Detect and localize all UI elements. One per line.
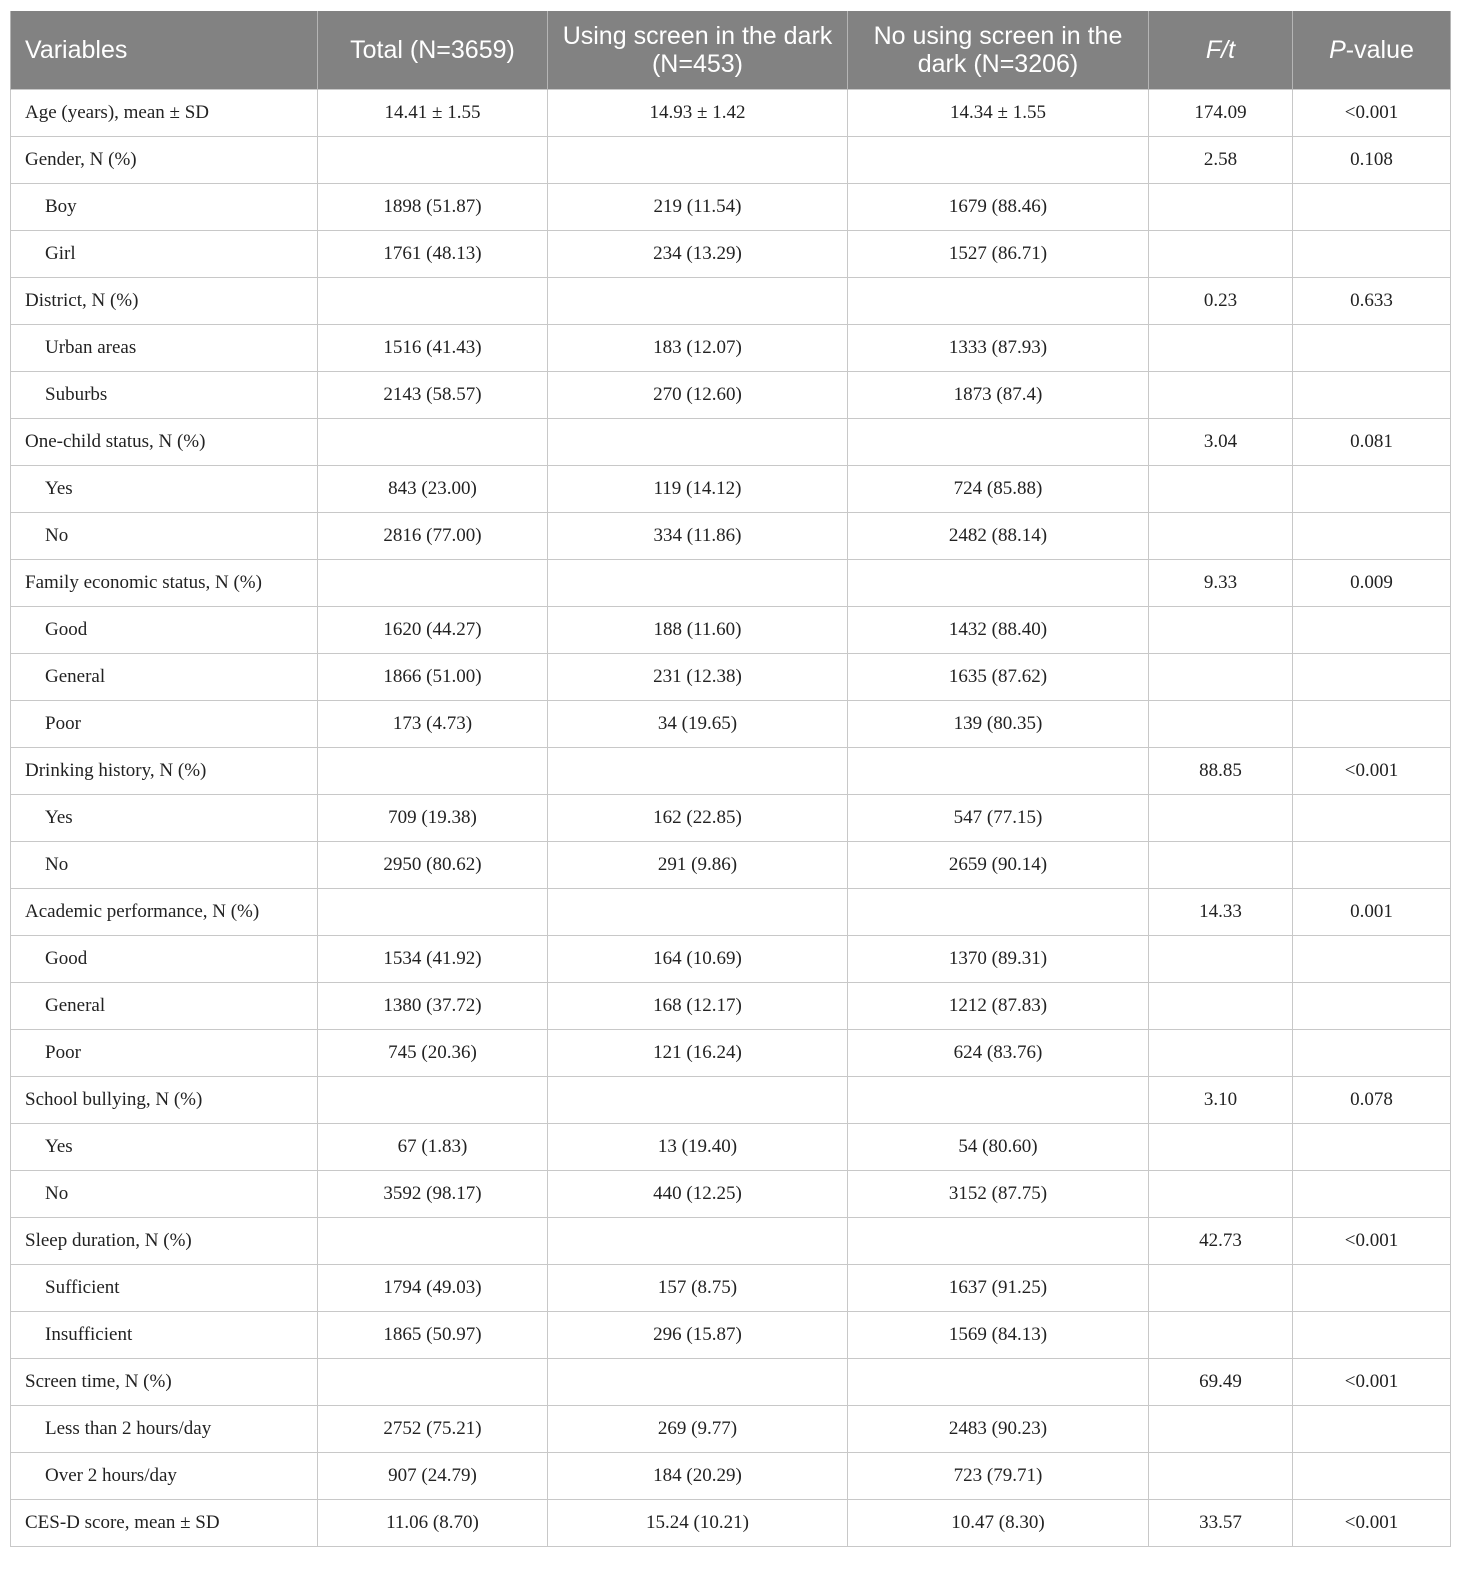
- header-p-suffix: -value: [1345, 35, 1414, 64]
- cell-f-t: 3.04: [1149, 418, 1293, 465]
- table-row: [11, 700, 1451, 747]
- cell-p-value: [1293, 982, 1451, 1029]
- cell-total: [318, 277, 548, 324]
- cell-using-screen: 234 (13.29): [548, 230, 848, 277]
- cell-total: 2950 (80.62): [318, 841, 548, 888]
- cell-total: 67 (1.83): [318, 1123, 548, 1170]
- table-row: [11, 465, 1451, 512]
- cell-variable: Poor: [11, 700, 318, 747]
- cell-p-value: 0.108: [1293, 136, 1451, 183]
- cell-no-using-screen: 723 (79.71): [848, 1452, 1149, 1499]
- cell-no-using-screen: [848, 418, 1149, 465]
- cell-p-value: [1293, 700, 1451, 747]
- cell-f-t: 0.23: [1149, 277, 1293, 324]
- table-row: [11, 653, 1451, 700]
- cell-variable: Yes: [11, 1123, 318, 1170]
- header-p-label: P: [1329, 35, 1346, 64]
- cell-variable: Good: [11, 935, 318, 982]
- table-row: [11, 982, 1451, 1029]
- cell-using-screen: 15.24 (10.21): [548, 1499, 848, 1546]
- cell-total: [318, 1217, 548, 1264]
- cell-variable: Insufficient: [11, 1311, 318, 1358]
- cell-f-t: 88.85: [1149, 747, 1293, 794]
- cell-no-using-screen: 1370 (89.31): [848, 935, 1149, 982]
- cell-p-value: [1293, 1264, 1451, 1311]
- cell-variable: Girl: [11, 230, 318, 277]
- table-row: [11, 324, 1451, 371]
- cell-f-t: [1149, 1452, 1293, 1499]
- cell-using-screen: 168 (12.17): [548, 982, 848, 1029]
- cell-no-using-screen: 1637 (91.25): [848, 1264, 1149, 1311]
- cell-no-using-screen: [848, 1076, 1149, 1123]
- table-row: [11, 512, 1451, 559]
- cell-using-screen: 164 (10.69): [548, 935, 848, 982]
- cell-no-using-screen: 1527 (86.71): [848, 230, 1149, 277]
- cell-f-t: [1149, 1264, 1293, 1311]
- cell-no-using-screen: 1569 (84.13): [848, 1311, 1149, 1358]
- table-row: [11, 136, 1451, 183]
- cell-f-t: [1149, 512, 1293, 559]
- cell-no-using-screen: 2659 (90.14): [848, 841, 1149, 888]
- cell-using-screen: 334 (11.86): [548, 512, 848, 559]
- cell-variable: Drinking history, N (%): [11, 747, 318, 794]
- cell-f-t: [1149, 606, 1293, 653]
- cell-using-screen: 219 (11.54): [548, 183, 848, 230]
- table-row: [11, 1264, 1451, 1311]
- cell-total: 173 (4.73): [318, 700, 548, 747]
- cell-f-t: 69.49: [1149, 1358, 1293, 1405]
- table-header: [11, 11, 1451, 89]
- cell-no-using-screen: 3152 (87.75): [848, 1170, 1149, 1217]
- cell-using-screen: 14.93 ± 1.42: [548, 89, 848, 136]
- cell-f-t: [1149, 371, 1293, 418]
- cell-no-using-screen: 139 (80.35): [848, 700, 1149, 747]
- table-row: [11, 559, 1451, 606]
- cell-total: [318, 1076, 548, 1123]
- table-row: [11, 606, 1451, 653]
- cell-f-t: [1149, 1311, 1293, 1358]
- cell-total: 1865 (50.97): [318, 1311, 548, 1358]
- cell-using-screen: [548, 418, 848, 465]
- cell-total: [318, 1358, 548, 1405]
- cell-no-using-screen: 10.47 (8.30): [848, 1499, 1149, 1546]
- cell-f-t: [1149, 183, 1293, 230]
- cell-using-screen: 291 (9.86): [548, 841, 848, 888]
- cell-total: 1620 (44.27): [318, 606, 548, 653]
- table-row: [11, 371, 1451, 418]
- cell-p-value: [1293, 1170, 1451, 1217]
- header-variables: Variables: [11, 11, 318, 89]
- cell-f-t: [1149, 935, 1293, 982]
- cell-p-value: [1293, 794, 1451, 841]
- cell-f-t: [1149, 1123, 1293, 1170]
- cell-p-value: [1293, 935, 1451, 982]
- cell-p-value: <0.001: [1293, 1499, 1451, 1546]
- cell-variable: Yes: [11, 465, 318, 512]
- cell-f-t: 42.73: [1149, 1217, 1293, 1264]
- cell-variable: No: [11, 1170, 318, 1217]
- cell-f-t: 9.33: [1149, 559, 1293, 606]
- cell-using-screen: 231 (12.38): [548, 653, 848, 700]
- cell-p-value: [1293, 371, 1451, 418]
- table-row: [11, 277, 1451, 324]
- cell-no-using-screen: [848, 1217, 1149, 1264]
- cell-using-screen: 296 (15.87): [548, 1311, 848, 1358]
- cell-total: 1866 (51.00): [318, 653, 548, 700]
- cell-using-screen: [548, 136, 848, 183]
- cell-f-t: 14.33: [1149, 888, 1293, 935]
- cell-no-using-screen: 54 (80.60): [848, 1123, 1149, 1170]
- table-row: [11, 1076, 1451, 1123]
- cell-variable: Over 2 hours/day: [11, 1452, 318, 1499]
- header-f-t: [1149, 11, 1293, 89]
- table-row: [11, 1452, 1451, 1499]
- cell-using-screen: 184 (20.29): [548, 1452, 848, 1499]
- cell-total: 1761 (48.13): [318, 230, 548, 277]
- cell-no-using-screen: [848, 888, 1149, 935]
- cell-f-t: [1149, 1170, 1293, 1217]
- table-row: [11, 794, 1451, 841]
- cell-no-using-screen: [848, 559, 1149, 606]
- table-row: [11, 1358, 1451, 1405]
- cell-f-t: [1149, 982, 1293, 1029]
- cell-using-screen: 121 (16.24): [548, 1029, 848, 1076]
- cell-using-screen: 269 (9.77): [548, 1405, 848, 1452]
- header-row: [11, 11, 1451, 89]
- cell-total: [318, 136, 548, 183]
- cell-total: 1516 (41.43): [318, 324, 548, 371]
- table-row: [11, 418, 1451, 465]
- header-using-screen: Using screen in the dark (N=453): [548, 11, 848, 89]
- cell-no-using-screen: 1635 (87.62): [848, 653, 1149, 700]
- cell-f-t: [1149, 1029, 1293, 1076]
- table-row: [11, 841, 1451, 888]
- cell-using-screen: [548, 277, 848, 324]
- cell-total: 745 (20.36): [318, 1029, 548, 1076]
- cell-p-value: 0.633: [1293, 277, 1451, 324]
- cell-variable: Sleep duration, N (%): [11, 1217, 318, 1264]
- cell-using-screen: 162 (22.85): [548, 794, 848, 841]
- cell-total: 907 (24.79): [318, 1452, 548, 1499]
- table-row: [11, 888, 1451, 935]
- cell-total: 709 (19.38): [318, 794, 548, 841]
- cell-using-screen: [548, 1358, 848, 1405]
- cell-using-screen: 183 (12.07): [548, 324, 848, 371]
- cell-p-value: [1293, 1452, 1451, 1499]
- cell-variable: Yes: [11, 794, 318, 841]
- cell-no-using-screen: 1212 (87.83): [848, 982, 1149, 1029]
- cell-p-value: [1293, 1029, 1451, 1076]
- cell-total: 843 (23.00): [318, 465, 548, 512]
- table-row: [11, 1123, 1451, 1170]
- cell-p-value: 0.081: [1293, 418, 1451, 465]
- cell-variable: Poor: [11, 1029, 318, 1076]
- characteristics-table: [10, 11, 1451, 1547]
- cell-using-screen: 270 (12.60): [548, 371, 848, 418]
- cell-variable: No: [11, 841, 318, 888]
- cell-p-value: [1293, 841, 1451, 888]
- cell-no-using-screen: 547 (77.15): [848, 794, 1149, 841]
- cell-variable: General: [11, 982, 318, 1029]
- cell-f-t: [1149, 653, 1293, 700]
- characteristics-table-container: [10, 11, 1450, 1547]
- cell-total: 1794 (49.03): [318, 1264, 548, 1311]
- cell-f-t: [1149, 230, 1293, 277]
- cell-p-value: <0.001: [1293, 89, 1451, 136]
- table-row: [11, 230, 1451, 277]
- cell-total: 1898 (51.87): [318, 183, 548, 230]
- table-row: [11, 747, 1451, 794]
- cell-variable: Family economic status, N (%): [11, 559, 318, 606]
- header-no-using-screen: No using screen in the dark (N=3206): [848, 11, 1149, 89]
- cell-using-screen: [548, 888, 848, 935]
- cell-variable: Less than 2 hours/day: [11, 1405, 318, 1452]
- header-total: Total (N=3659): [318, 11, 548, 89]
- cell-variable: Good: [11, 606, 318, 653]
- cell-variable: No: [11, 512, 318, 559]
- cell-p-value: [1293, 512, 1451, 559]
- cell-variable: Academic performance, N (%): [11, 888, 318, 935]
- cell-total: 1380 (37.72): [318, 982, 548, 1029]
- cell-f-t: [1149, 700, 1293, 747]
- cell-variable: Sufficient: [11, 1264, 318, 1311]
- table-row: [11, 89, 1451, 136]
- cell-f-t: [1149, 465, 1293, 512]
- cell-total: 3592 (98.17): [318, 1170, 548, 1217]
- cell-using-screen: 188 (11.60): [548, 606, 848, 653]
- cell-p-value: [1293, 1123, 1451, 1170]
- cell-using-screen: 119 (14.12): [548, 465, 848, 512]
- cell-variable: District, N (%): [11, 277, 318, 324]
- cell-p-value: [1293, 230, 1451, 277]
- cell-using-screen: 13 (19.40): [548, 1123, 848, 1170]
- cell-no-using-screen: 1873 (87.4): [848, 371, 1149, 418]
- cell-f-t: [1149, 1405, 1293, 1452]
- cell-p-value: [1293, 1405, 1451, 1452]
- cell-total: 2816 (77.00): [318, 512, 548, 559]
- cell-using-screen: 440 (12.25): [548, 1170, 848, 1217]
- cell-no-using-screen: 1432 (88.40): [848, 606, 1149, 653]
- cell-no-using-screen: 1679 (88.46): [848, 183, 1149, 230]
- cell-total: 11.06 (8.70): [318, 1499, 548, 1546]
- cell-no-using-screen: 14.34 ± 1.55: [848, 89, 1149, 136]
- cell-f-t: 33.57: [1149, 1499, 1293, 1546]
- cell-p-value: [1293, 606, 1451, 653]
- cell-variable: One-child status, N (%): [11, 418, 318, 465]
- cell-total: 2752 (75.21): [318, 1405, 548, 1452]
- cell-using-screen: [548, 747, 848, 794]
- cell-total: [318, 888, 548, 935]
- cell-total: 2143 (58.57): [318, 371, 548, 418]
- cell-p-value: <0.001: [1293, 1217, 1451, 1264]
- cell-f-t: [1149, 794, 1293, 841]
- cell-no-using-screen: [848, 1358, 1149, 1405]
- table-row: [11, 1499, 1451, 1546]
- cell-p-value: [1293, 465, 1451, 512]
- cell-p-value: <0.001: [1293, 747, 1451, 794]
- cell-f-t: [1149, 841, 1293, 888]
- cell-p-value: [1293, 183, 1451, 230]
- cell-p-value: <0.001: [1293, 1358, 1451, 1405]
- cell-variable: Gender, N (%): [11, 136, 318, 183]
- cell-variable: General: [11, 653, 318, 700]
- cell-total: [318, 418, 548, 465]
- cell-variable: Age (years), mean ± SD: [11, 89, 318, 136]
- table-row: [11, 1405, 1451, 1452]
- cell-p-value: 0.078: [1293, 1076, 1451, 1123]
- table-row: [11, 935, 1451, 982]
- cell-variable: CES-D score, mean ± SD: [11, 1499, 318, 1546]
- cell-no-using-screen: [848, 747, 1149, 794]
- cell-no-using-screen: 724 (85.88): [848, 465, 1149, 512]
- cell-total: [318, 559, 548, 606]
- cell-using-screen: [548, 559, 848, 606]
- table-row: [11, 1029, 1451, 1076]
- cell-using-screen: [548, 1076, 848, 1123]
- cell-using-screen: 157 (8.75): [548, 1264, 848, 1311]
- cell-f-t: [1149, 324, 1293, 371]
- header-p-value: [1293, 11, 1451, 89]
- cell-no-using-screen: 624 (83.76): [848, 1029, 1149, 1076]
- cell-p-value: [1293, 653, 1451, 700]
- cell-total: 1534 (41.92): [318, 935, 548, 982]
- cell-p-value: 0.009: [1293, 559, 1451, 606]
- cell-total: 14.41 ± 1.55: [318, 89, 548, 136]
- cell-using-screen: 34 (19.65): [548, 700, 848, 747]
- cell-variable: Urban areas: [11, 324, 318, 371]
- cell-no-using-screen: 1333 (87.93): [848, 324, 1149, 371]
- table-row: [11, 1311, 1451, 1358]
- cell-p-value: [1293, 324, 1451, 371]
- cell-f-t: 3.10: [1149, 1076, 1293, 1123]
- cell-no-using-screen: 2482 (88.14): [848, 512, 1149, 559]
- cell-f-t: 174.09: [1149, 89, 1293, 136]
- cell-no-using-screen: 2483 (90.23): [848, 1405, 1149, 1452]
- cell-variable: Boy: [11, 183, 318, 230]
- cell-total: [318, 747, 548, 794]
- cell-variable: Screen time, N (%): [11, 1358, 318, 1405]
- table-row: [11, 1217, 1451, 1264]
- header-f-t-label: F/t: [1205, 35, 1236, 64]
- cell-variable: School bullying, N (%): [11, 1076, 318, 1123]
- cell-f-t: 2.58: [1149, 136, 1293, 183]
- cell-using-screen: [548, 1217, 848, 1264]
- table-body: [11, 89, 1451, 1546]
- cell-p-value: 0.001: [1293, 888, 1451, 935]
- cell-p-value: [1293, 1311, 1451, 1358]
- table-row: [11, 1170, 1451, 1217]
- cell-variable: Suburbs: [11, 371, 318, 418]
- table-row: [11, 183, 1451, 230]
- cell-no-using-screen: [848, 136, 1149, 183]
- cell-no-using-screen: [848, 277, 1149, 324]
